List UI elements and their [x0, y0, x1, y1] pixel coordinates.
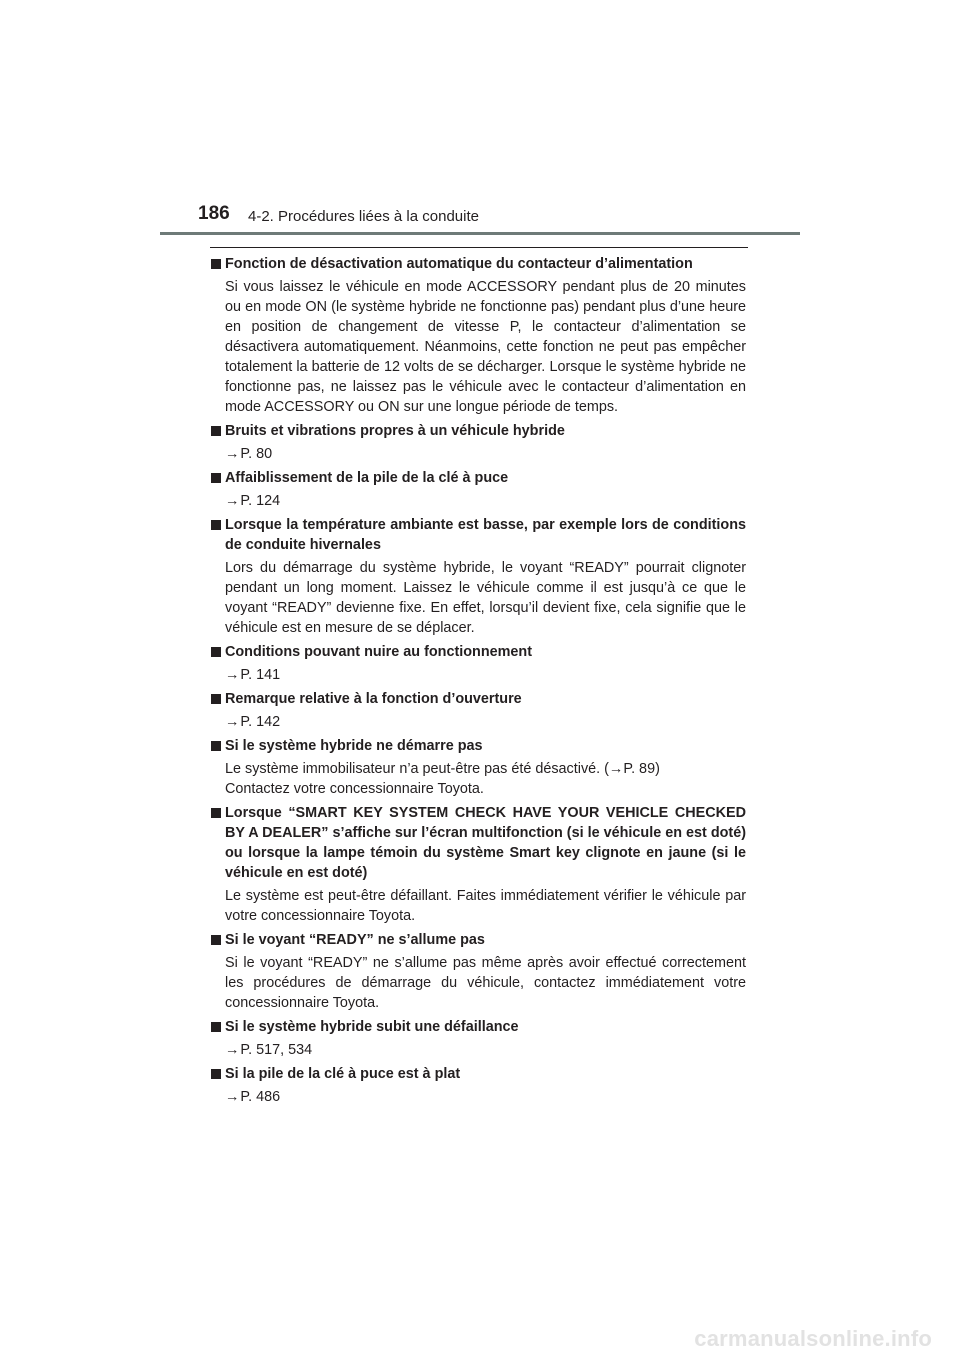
- entry-title: Fonction de désactivation automatique du contacteur d’alimentation: [210, 254, 746, 274]
- square-bullet-icon: [211, 259, 221, 269]
- page-header: [0, 0, 960, 240]
- entry-ready-not-lit: [210, 930, 746, 1013]
- entry-hybrid-not-starting: [210, 736, 746, 799]
- arrow-right-icon: →: [225, 493, 240, 509]
- square-bullet-icon: [211, 808, 221, 818]
- entry-operating-conditions: [210, 642, 746, 685]
- entry-title: Affaiblissement de la pile de la clé à puce: [210, 468, 746, 488]
- watermark: carmanualsonline.info: [694, 1326, 932, 1351]
- entry-title: Remarque relative à la fonction d’ouverture: [210, 689, 746, 709]
- page-reference[interactable]: →P. 486: [225, 1089, 281, 1105]
- entry-auto-power-off: [210, 254, 746, 417]
- arrow-right-icon: →: [225, 667, 240, 683]
- entry-hybrid-noise: [210, 421, 746, 464]
- entry-low-temperature: [210, 515, 746, 638]
- entry-title: Bruits et vibrations propres à un véhicule hybride: [210, 421, 746, 441]
- entry-body: Si vous laissez le véhicule en mode ACCESSORY pendant plus de 20 minutes ou en mode ON (le système hybride ne fonctionne pas) pendant plus d’une heure en position de changement de vitesse P, le contacteur d’alimentation se désactivera automatiquement. Néanmoins, cette fonction ne peut pas empêcher totalement la batterie de 12 volts de se décharger. Lorsque le système hybride ne fonctionne pas, ne laissez pas le véhicule avec le contacteur d’alimentation en mode ACCESSORY ou ON sur une longue période de temps.: [225, 279, 746, 415]
- entry-body: Le système immobilisateur n’a peut-être pas été désactivé. (→P. 89) Contactez votre concessionnaire Toyota.: [225, 761, 660, 797]
- content-top-divider: [210, 247, 748, 248]
- page-reference[interactable]: →P. 142: [225, 714, 281, 730]
- entry-title: Si le système hybride subit une défaillance: [210, 1017, 746, 1037]
- arrow-right-icon: →: [225, 1089, 240, 1105]
- entry-title: Lorsque “SMART KEY SYSTEM CHECK HAVE YOUR VEHICLE CHECKED BY A DEALER” s’affiche sur l’écran multifonction (si le véhicule en est doté) ou lorsque la lampe témoin du système Smart key clignote en jaune (si le véhicule en est doté): [210, 803, 746, 883]
- square-bullet-icon: [211, 473, 221, 483]
- entry-key-battery-dead: [210, 1064, 746, 1107]
- square-bullet-icon: [211, 426, 221, 436]
- entry-key-battery-weak: [210, 468, 746, 511]
- square-bullet-icon: [211, 741, 221, 751]
- entry-body: Lors du démarrage du système hybride, le voyant “READY” pourrait clignoter pendant un long moment. Laissez le véhicule comme il est jusqu’à ce que le voyant “READY” devienne fixe. En effet, lorsqu’il devient fixe, cela signifie que le véhicule est en mesure de se déplacer.: [225, 560, 746, 636]
- square-bullet-icon: [211, 935, 221, 945]
- square-bullet-icon: [211, 694, 221, 704]
- entry-hybrid-failure: [210, 1017, 746, 1060]
- page-reference[interactable]: →P. 80: [225, 446, 273, 462]
- entry-smart-key-check: [210, 803, 746, 926]
- page-reference[interactable]: →P. 517, 534: [225, 1042, 313, 1058]
- entry-body: Si le voyant “READY” ne s’allume pas même après avoir effectué correctement les procédures de démarrage du véhicule, contactez immédiatement votre concessionnaire Toyota.: [225, 955, 746, 1011]
- square-bullet-icon: [211, 520, 221, 530]
- header-divider: [160, 232, 800, 235]
- entry-body: Le système est peut-être défaillant. Faites immédiatement vérifier le véhicule par votre concessionnaire Toyota.: [225, 888, 746, 924]
- square-bullet-icon: [211, 1022, 221, 1032]
- square-bullet-icon: [211, 1069, 221, 1079]
- arrow-right-icon: →: [225, 1042, 240, 1058]
- page-reference[interactable]: →P. 141: [225, 667, 281, 683]
- page-number: 186: [198, 203, 230, 224]
- page-reference[interactable]: →P. 124: [225, 493, 281, 509]
- square-bullet-icon: [211, 647, 221, 657]
- arrow-right-icon: →: [225, 446, 240, 462]
- entry-title: Si le système hybride ne démarre pas: [210, 736, 746, 756]
- arrow-right-icon: →: [225, 714, 240, 730]
- entry-title: Lorsque la température ambiante est basse, par exemple lors de conditions de conduite hivernales: [210, 515, 746, 555]
- section-title: 4-2. Procédures liées à la conduite: [248, 208, 479, 225]
- content: [210, 254, 746, 1111]
- entry-title: Si le voyant “READY” ne s’allume pas: [210, 930, 746, 950]
- entry-unlock-function-note: [210, 689, 746, 732]
- entry-title: Si la pile de la clé à puce est à plat: [210, 1064, 746, 1084]
- entry-title: Conditions pouvant nuire au fonctionnement: [210, 642, 746, 662]
